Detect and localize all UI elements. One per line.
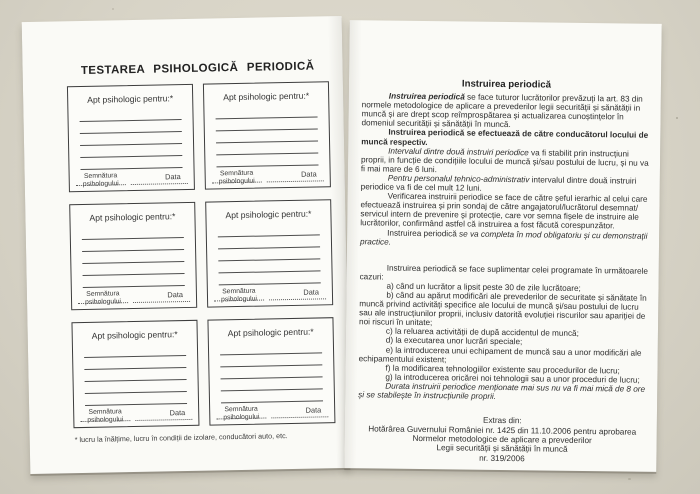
- psych-test-card: [69, 202, 197, 310]
- paragraph-demo-rest: se va completa în mod obligatoriu și cu demonstrații practice.: [359, 228, 648, 247]
- writing-line: [219, 271, 321, 285]
- signature-dotted-line: [212, 178, 262, 184]
- signature-dotted-line: [80, 416, 130, 422]
- paragraph-conductor: Instruirea periodică se efectuează de către conducătorul locului de muncă respectiv.: [361, 128, 649, 147]
- card-label: Apt psihologic pentru:*: [87, 93, 174, 105]
- writing-line: [221, 389, 323, 403]
- psych-test-card: [67, 84, 195, 192]
- psych-test-card: [205, 199, 333, 307]
- writing-line: [83, 274, 185, 288]
- list-item-a: a) când un lucrător a lipsit peste 30 de zile lucrătoare;: [386, 281, 581, 293]
- page-title: TESTAREA PSIHOLOGICĂ PERIODICĂ: [80, 60, 315, 77]
- dust-speck: [628, 478, 631, 480]
- paragraph-intro-rest: se face tuturor lucrătorilor prevăzuți la art. 83 din normele metodologice de aplicare a prevederilor legii securității și sănătății in muncă și are drept scop reîmprospătarea și actualizarea cunoștințelor în domeniul securității și sănătății în muncă.: [361, 92, 643, 130]
- list-item-e: e) la introducerea unui echipament de muncă sau a unor modificări ale echipamentului existent;: [358, 345, 642, 364]
- dust-speck: [676, 117, 678, 119]
- signature-dotted-line: [76, 180, 126, 186]
- writing-lines: [82, 226, 185, 288]
- card-label: Apt psihologic pentru:*: [225, 208, 312, 221]
- date-label: Data: [169, 408, 186, 418]
- signature-dotted-line: [214, 296, 264, 302]
- paragraph-interval-lead: Intervalul dintre două instruiri periodice: [388, 146, 529, 157]
- left-page: [22, 16, 351, 474]
- writing-lines: [215, 105, 318, 167]
- paragraph-duration: Durata instruirii periodice menționate mai sus nu va fi mai mică de 8 ore și se stabilește în instrucțiunile proprii.: [358, 381, 646, 401]
- dust-speck: [112, 8, 114, 10]
- writing-line: [216, 153, 318, 167]
- paragraph-demo-lead: Instruirea periodică: [387, 228, 460, 238]
- signature-label: Semnătura psihologului: [218, 169, 255, 186]
- paragraph-admin-rest: intervalul dintre două instruiri periodice va fi de cel mult 12 luni.: [360, 175, 637, 193]
- writing-lines: [218, 223, 321, 285]
- list-item-d: d) la executarea unor lucrări speciale;: [385, 336, 523, 347]
- signature-dotted-line: [78, 298, 128, 304]
- signature-label: Semnătura psihologului: [220, 287, 258, 304]
- extract-block: [357, 414, 647, 465]
- extract-line: Normelor metodologice de aplicare a prevederilor: [412, 433, 592, 446]
- footnote: * lucru la înălțime, lucru în condiții de izolare, conducători auto, etc.: [74, 431, 288, 445]
- paragraph-intro: [361, 91, 650, 131]
- psych-test-card: [71, 320, 199, 428]
- date-label: Data: [303, 287, 320, 297]
- right-page: [344, 20, 661, 472]
- paragraph-interval-rest: va fi stabilit prin instrucțiuni proprii, in funcție de condițiile locului de muncă și/sau postului de lucru, și nu va fi mai mare de 6 luni.: [360, 147, 649, 175]
- paragraph-supplementary: Instruirea periodică se face suplimentar celei programate în următoarele cazuri:: [359, 263, 648, 282]
- signature-label: Semnătura psihologului: [82, 172, 119, 188]
- extract-line: Hotărârea Guvernului României nr. 1425 din 11.10.2006 pentru aprobarea: [368, 423, 637, 437]
- spacer: [358, 399, 647, 416]
- paragraph-interval: [361, 146, 650, 177]
- writing-lines: [84, 344, 187, 406]
- signature-dotted-line: [216, 413, 266, 419]
- list-item-b: b) când au apărut modificări ale prevederilor de securitate și sănătate în muncă privind activități specifice ale locului de muncă și/sau postului de lucru sau ale instrucțiunilor proprii, inclusiv datorită evoluției riscurilor sau apariției de noi riscuri în unitate;: [359, 290, 647, 328]
- paragraph-admin-lead: Pentru personalul tehnico-administrativ: [387, 173, 530, 185]
- writing-lines: [220, 341, 323, 403]
- extract-line: Extras din:: [482, 415, 522, 426]
- writing-lines: [79, 108, 182, 170]
- date-label: Data: [167, 290, 184, 300]
- card-label: Apt psihologic pentru:*: [227, 326, 314, 339]
- date-label: Data: [305, 405, 322, 415]
- writing-line: [85, 392, 187, 406]
- writing-line: [80, 156, 182, 170]
- card-label: Apt psihologic pentru:*: [91, 329, 178, 341]
- card-label: Apt psihologic pentru:*: [89, 211, 176, 223]
- signature-label: Semnătura psihologului: [87, 408, 124, 424]
- card-label: Apt psihologic pentru:*: [223, 90, 310, 103]
- paragraph-intro-lead: Instruirea periodică: [388, 91, 465, 102]
- paragraph-verification: Verificarea instruirii periodice se face de către șeful ierarhic al celui care efectuează instruirea și prin sondaj de către angajatorul/lucrătorul desemnat/ servicul intern de prevenire și protecție, care vor semna fișele de instruire ale lucrătorilor, confirmând astfel că instruirea a fost făcută corespunzător.: [360, 191, 648, 231]
- date-label: Data: [300, 169, 317, 179]
- psych-test-card: [203, 81, 331, 189]
- section-heading: Instruirea periodică: [461, 78, 552, 91]
- date-label: Data: [164, 172, 181, 182]
- list-item-g: g) la introducerea oricărei noi tehnologii sau a unor proceduri de lucru;: [385, 372, 640, 385]
- signature-label: Semnătura psihologului: [223, 405, 260, 422]
- extract-line: Legii securității și sănătății în muncă: [436, 443, 568, 455]
- extract-line: nr. 319/2006: [479, 453, 525, 463]
- list-item-c: c) la reluarea activității de după accidentul de muncă;: [385, 326, 579, 339]
- list-item-f: f) la modificarea tehnologiilor existente sau procedurilor de lucru;: [385, 363, 620, 376]
- signature-label: Semnătura psihologului: [85, 290, 122, 306]
- psych-test-cards-grid: [67, 81, 336, 428]
- psych-test-card: [207, 317, 335, 425]
